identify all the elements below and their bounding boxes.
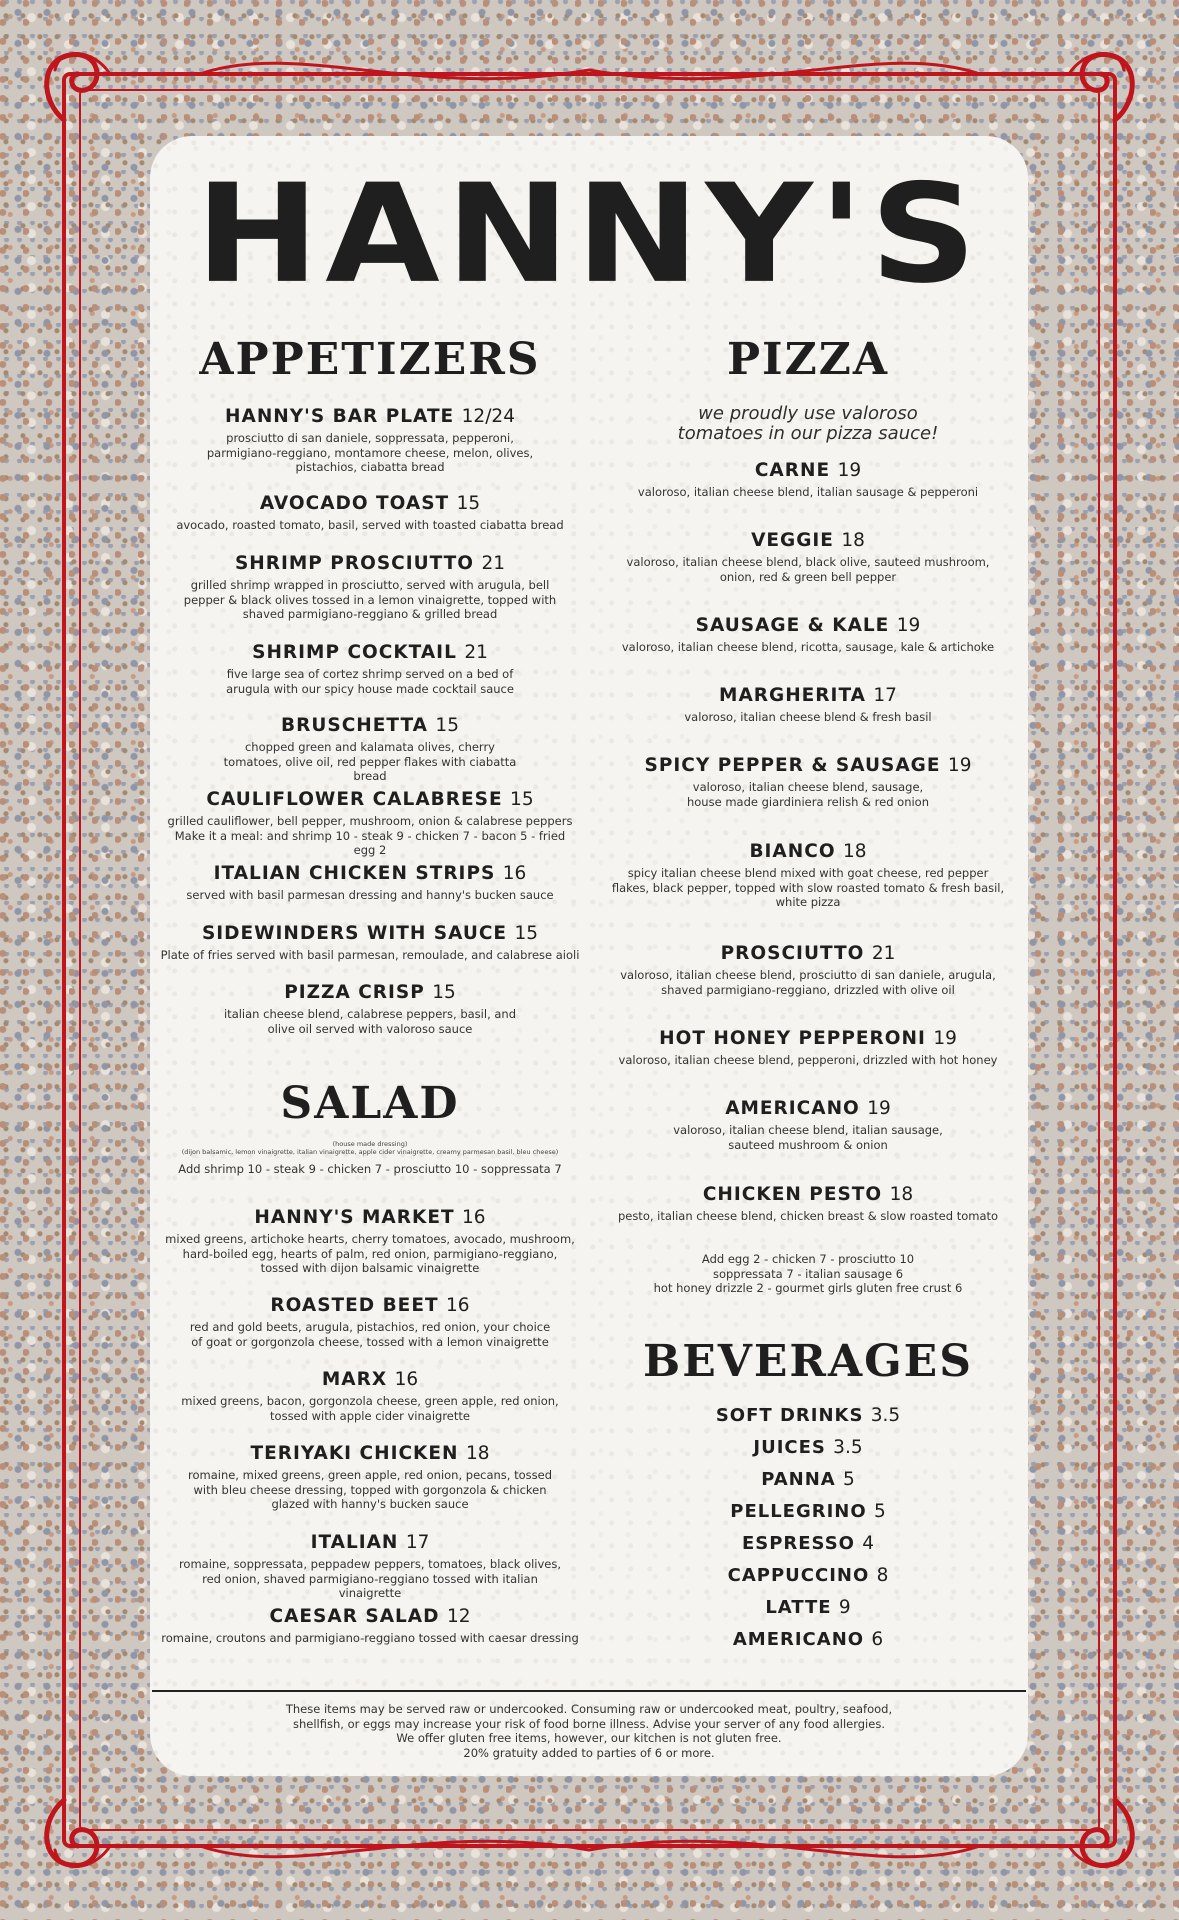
beverage-item — [598, 1464, 1018, 1496]
item-price: 16 — [502, 863, 527, 884]
item-price: 16 — [394, 1369, 419, 1390]
item-price: 18 — [841, 530, 865, 551]
salad-addons: Add shrimp 10 - steak 9 - chicken 7 - prosciutto 10 - soppressata 7 — [178, 1162, 562, 1176]
beverage-price: 6 — [871, 1629, 884, 1650]
beverage-list — [598, 1400, 1018, 1656]
beverage-price: 5 — [873, 1501, 886, 1522]
beverages-title: BEVERAGES — [643, 1336, 973, 1387]
item-price: 21 — [871, 943, 896, 964]
item-description: mixed greens, bacon, gorgonzola cheese, green apple, red onion, tossed with apple cider vinaigrette — [181, 1394, 559, 1423]
item-price: 18 — [465, 1443, 490, 1464]
item-description: valoroso, italian cheese blend, italian sausage, sauteed mushroom & onion — [673, 1123, 943, 1152]
item-price: 19 — [933, 1028, 957, 1049]
item-price: 18 — [843, 841, 867, 862]
item-description: grilled cauliflower, bell pepper, mushroom, onion & calabrese peppers Make it a meal: and shrimp 10 - steak 9 - chicken 7 - bacon 5 - fried egg 2 — [167, 814, 573, 858]
beverage-item — [598, 1432, 1018, 1464]
item-name: HANNY'S MARKET — [254, 1207, 455, 1228]
item-price: 17 — [873, 685, 897, 706]
item-price: 17 — [405, 1532, 430, 1553]
item-description: valoroso, italian cheese blend, black olive, sauteed mushroom, onion, red & green bell pepper — [626, 555, 990, 584]
appetizer-item — [160, 982, 580, 1036]
salad-item — [160, 1532, 580, 1601]
item-description: pesto, italian cheese blend, chicken breast & slow roasted tomato — [617, 1209, 999, 1224]
appetizers-section — [160, 334, 580, 385]
item-name: HOT HONEY PEPPERONI — [659, 1028, 926, 1049]
footer-disclaimer — [152, 1702, 1026, 1760]
item-name: CHICKEN PESTO — [702, 1184, 883, 1205]
item-price: 19 — [896, 615, 921, 636]
item-description: valoroso, italian cheese blend & fresh basil — [684, 710, 932, 725]
beverage-name: SOFT DRINKS — [715, 1405, 864, 1426]
item-description: prosciutto di san daniele, soppressata, pepperoni, parmigiano-reggiano, montamore cheese, melon, olives, pistachios, ciabatta bread — [206, 431, 534, 475]
item-name: SHRIMP PROSCIUTTO — [234, 553, 475, 574]
restaurant-title: HANNY'S — [195, 154, 983, 314]
disclaimer-line: shellfish, or eggs may increase your risk of food borne illness. Advise your server of any food allergies. — [293, 1716, 885, 1731]
pizza-title: PIZZA — [726, 334, 890, 385]
salad-title: SALAD — [280, 1078, 460, 1129]
item-price: 15 — [456, 493, 481, 514]
pizza-item — [598, 755, 1018, 809]
item-price: 19 — [947, 755, 972, 776]
salad-item — [160, 1369, 580, 1423]
appetizer-item — [160, 789, 580, 858]
beverage-price: 5 — [843, 1469, 855, 1490]
item-description: romaine, croutons and parmigiano-reggiano tossed with caesar dressing — [161, 1631, 579, 1646]
salad-item — [160, 1606, 580, 1646]
item-description: valoroso, italian cheese blend, prosciutto di san daniele, arugula, shaved parmigiano-reggiano, drizzled with olive oil — [620, 968, 996, 997]
beverage-item — [598, 1528, 1018, 1560]
pizza-addons-line: Add egg 2 - chicken 7 - prosciutto 10 — [701, 1252, 915, 1266]
beverage-name: JUICES — [753, 1437, 826, 1458]
pizza-item — [598, 615, 1018, 655]
beverage-item — [598, 1400, 1018, 1432]
beverage-name: AMERICANO — [732, 1629, 865, 1650]
item-name: VEGGIE — [751, 530, 834, 551]
item-name: AMERICANO — [725, 1098, 860, 1119]
pizza-addons — [598, 1252, 1018, 1296]
item-description: italian cheese blend, calabrese peppers, basil, and olive oil served with valoroso sauce — [223, 1007, 517, 1036]
item-price: 12/24 — [461, 406, 515, 427]
item-description: Plate of fries served with basil parmesan, remoulade, and calabrese aioli — [160, 948, 580, 963]
item-price: 15 — [510, 789, 534, 810]
item-name: BRUSCHETTA — [281, 715, 428, 736]
dressing-note: (house made dressing) — [332, 1140, 408, 1148]
item-description: served with basil parmesan dressing and hanny's bucken sauce — [186, 888, 554, 903]
beverage-name: ESPRESSO — [741, 1533, 855, 1554]
beverage-name: CAPPUCCINO — [727, 1565, 870, 1586]
pizza-item — [598, 1098, 1018, 1152]
pizza-addons-line: hot honey drizzle 2 - gourmet girls gluten free crust 6 — [653, 1281, 963, 1295]
item-description: valoroso, italian cheese blend, italian sausage & pepperoni — [637, 485, 979, 500]
item-price: 15 — [432, 982, 456, 1003]
beverage-price: 9 — [838, 1597, 851, 1618]
item-name: ITALIAN — [310, 1532, 399, 1553]
pizza-item — [598, 460, 1018, 500]
item-price: 12 — [446, 1606, 471, 1627]
dressing-list: (dijon balsamic, lemon vinaigrette, italian vinaigrette, apple cider vinaigrette, creamy parmesan basil, bleu cheese) — [181, 1148, 559, 1156]
item-name: HANNY'S BAR PLATE — [225, 406, 455, 427]
beverage-name: PANNA — [761, 1469, 836, 1490]
item-description: five large sea of cortez shrimp served on a bed of arugula with our spicy house made cocktail sauce — [226, 667, 514, 696]
salad-section — [160, 1078, 580, 1177]
appetizers-title: APPETIZERS — [199, 334, 541, 385]
beverage-item — [598, 1624, 1018, 1656]
beverage-item — [598, 1560, 1018, 1592]
pizza-section — [598, 334, 1018, 444]
item-name: SPICY PEPPER & SAUSAGE — [644, 755, 941, 776]
item-name: TERIYAKI CHICKEN — [250, 1443, 459, 1464]
item-description: romaine, soppressata, peppadew peppers, tomatoes, black olives, red onion, shaved parmigiano-reggiano tossed with italian vinaigrette — [178, 1557, 562, 1601]
item-name: PROSCIUTTO — [720, 943, 865, 964]
item-price: 16 — [462, 1207, 486, 1228]
pizza-item — [598, 841, 1018, 910]
item-name: SIDEWINDERS WITH SAUCE — [201, 923, 508, 944]
item-description: spicy italian cheese blend mixed with goat cheese, red pepper flakes, black pepper, topped with slow roasted tomato & fresh basil, white pizza — [611, 866, 1005, 910]
beverages-section — [598, 1336, 1018, 1656]
disclaimer-line: These items may be served raw or undercooked. Consuming raw or undercooked meat, poultry, seafood, — [285, 1702, 893, 1716]
pizza-item — [598, 943, 1018, 997]
appetizer-item — [160, 715, 580, 784]
beverage-name: PELLEGRINO — [730, 1501, 867, 1522]
item-price: 21 — [481, 553, 506, 574]
pizza-item — [598, 685, 1018, 725]
item-name: ITALIAN CHICKEN STRIPS — [213, 863, 496, 884]
item-description: avocado, roasted tomato, basil, served with toasted ciabatta bread — [176, 518, 564, 533]
appetizer-item — [160, 553, 580, 622]
item-name: CARNE — [754, 460, 831, 481]
pizza-item — [598, 1028, 1018, 1068]
item-description: valoroso, italian cheese blend, ricotta, sausage, kale & artichoke — [621, 640, 995, 655]
item-description: grilled shrimp wrapped in prosciutto, served with arugula, bell pepper & black olives tossed in a lemon vinaigrette, topped with shaved parmigiano-reggiano & grilled bread — [183, 578, 557, 622]
pizza-note: we proudly use valoroso tomatoes in our pizza sauce! — [677, 403, 939, 444]
item-price: 21 — [464, 642, 488, 663]
item-description: valoroso, italian cheese blend, pepperoni, drizzled with hot honey — [618, 1053, 998, 1068]
item-description: red and gold beets, arugula, pistachios, red onion, your choice of goat or gorgonzola cheese, tossed with a lemon vinaigrette — [189, 1320, 551, 1349]
item-name: PIZZA CRISP — [284, 982, 425, 1003]
beverage-item — [598, 1592, 1018, 1624]
item-description: valoroso, italian cheese blend, sausage, house made giardiniera relish & red onion — [686, 780, 930, 809]
pizza-addons-line: soppressata 7 - italian sausage 6 — [712, 1266, 904, 1281]
disclaimer-line: We offer gluten free items, however, our kitchen is not gluten free. — [396, 1731, 782, 1745]
beverage-price: 3.5 — [870, 1405, 901, 1426]
item-name: ROASTED BEET — [270, 1295, 439, 1316]
item-name: MARX — [321, 1369, 388, 1390]
item-price: 16 — [446, 1295, 470, 1316]
beverage-price: 4 — [862, 1533, 875, 1554]
item-name: AVOCADO TOAST — [259, 493, 450, 514]
item-price: 18 — [889, 1184, 914, 1205]
item-name: CAESAR SALAD — [269, 1606, 440, 1627]
salad-item — [160, 1295, 580, 1349]
appetizer-item — [160, 493, 580, 533]
disclaimer-line: 20% gratuity added to parties of 6 or more. — [463, 1745, 715, 1760]
item-price: 15 — [514, 923, 539, 944]
item-name: BIANCO — [749, 841, 836, 862]
appetizer-item — [160, 863, 580, 903]
item-description: mixed greens, artichoke hearts, cherry tomatoes, avocado, mushroom, hard-boiled egg, hearts of palm, red onion, parmigiano-reggiano, tossed with dijon balsamic vinaigrette — [165, 1232, 575, 1276]
appetizer-item — [160, 642, 580, 696]
item-description: chopped green and kalamata olives, cherry tomatoes, olive oil, red pepper flakes with ciabatta bread — [223, 740, 517, 784]
item-name: CAULIFLOWER CALABRESE — [206, 789, 503, 810]
item-price: 19 — [867, 1098, 891, 1119]
pizza-item — [598, 1184, 1018, 1224]
salad-item — [160, 1443, 580, 1512]
pizza-item — [598, 530, 1018, 584]
item-name: SHRIMP COCKTAIL — [252, 642, 457, 663]
item-price: 15 — [435, 715, 459, 736]
item-name: MARGHERITA — [719, 685, 866, 706]
beverage-name: LATTE — [765, 1597, 832, 1618]
beverage-price: 8 — [876, 1565, 889, 1586]
item-description: romaine, mixed greens, green apple, red onion, pecans, tossed with bleu cheese dressing, topped with gorgonzola & chicken glazed with hanny's bucken sauce — [187, 1468, 553, 1512]
appetizer-item — [160, 406, 580, 475]
appetizer-item — [160, 923, 580, 963]
salad-item — [160, 1207, 580, 1276]
item-name: SAUSAGE & KALE — [695, 615, 890, 636]
beverage-price: 3.5 — [833, 1437, 863, 1458]
beverage-item — [598, 1496, 1018, 1528]
item-price: 19 — [837, 460, 862, 481]
footer-divider — [152, 1690, 1026, 1692]
